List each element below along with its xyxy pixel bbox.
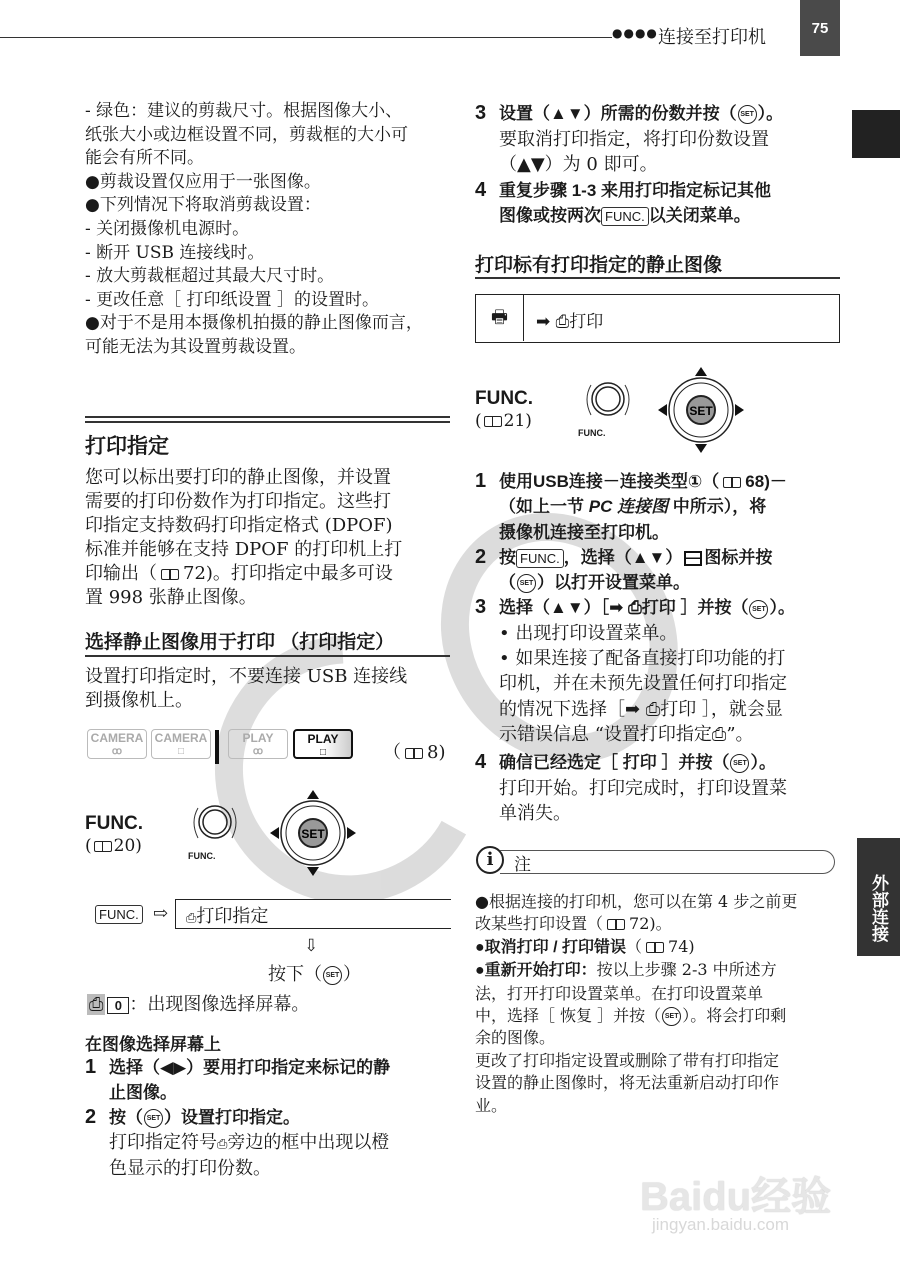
text: 以关闭菜单。 — [648, 206, 751, 225]
text: 打印指定符号 — [109, 1131, 217, 1153]
text: ）以打开设置菜单。 — [537, 573, 690, 593]
step-2: 2 按 FUNC. ，选择（▲▼） 图标并按 — [475, 545, 773, 568]
text-line: 色显示的打印份数。 — [109, 1158, 271, 1179]
info-icon: i — [476, 846, 504, 874]
text-line: - 放大剪裁框超过其最大尺寸时。 — [85, 266, 335, 287]
mode-camera-card — [151, 729, 211, 759]
text-line: ●对于不是用本摄像机拍摄的静止图像而言， — [85, 313, 423, 334]
link-pc-diagram: PC 连接图 — [588, 497, 669, 517]
text: ） — [343, 964, 361, 985]
section-title: 打印标有打印指定的静止图像 — [475, 255, 723, 276]
func-key: FUNC. — [516, 549, 564, 568]
set-button-icon: SET — [323, 966, 342, 985]
mode-label: CAMERA — [90, 731, 144, 745]
chapter-marker — [852, 110, 900, 158]
book-icon — [94, 841, 112, 852]
section-title: 打印指定 — [85, 435, 169, 458]
text-line: 需要的打印份数作为打印指定。这些打 — [85, 491, 391, 512]
text: 改某些打印设置（ — [475, 914, 604, 934]
text-line: 置 998 张静止图像。 — [85, 587, 257, 608]
text-line: （▲▼）为 0 即可。 — [499, 154, 658, 175]
text-line — [85, 1131, 390, 1158]
func-label: FUNC. — [475, 388, 534, 409]
func-page-ref — [475, 411, 532, 431]
text-line: ●下列情况下将取消剪裁设置： — [85, 195, 321, 216]
text-line — [475, 494, 795, 519]
subsection-title: 选择静止图像用于打印 （打印指定） — [85, 632, 395, 653]
set-joystick-icon — [268, 788, 358, 878]
tape-icon: ꝏ — [111, 746, 123, 757]
text: ●重新开始打印： — [475, 962, 597, 980]
svg-text:SET: SET — [689, 404, 713, 418]
mode-label: PLAY — [307, 732, 339, 746]
text-line: 示错误信息 “设置打印指定⎙”。 — [499, 723, 754, 745]
section-intro — [85, 466, 402, 610]
note-line: 法，打开打印设置菜单。在打印设置菜单 — [475, 983, 764, 1003]
book-icon — [607, 919, 625, 930]
note-line: 业。 — [475, 1095, 508, 1115]
print-order-icon: ⎙ — [89, 994, 104, 1015]
bullet: • 如果连接了配备直接打印功能的打 — [499, 648, 786, 670]
text-line: - 断开 USB 连接线时。 — [85, 242, 265, 263]
func-button-label: FUNC. — [578, 428, 606, 438]
menu-path: ➡ ⎙打印 — [536, 312, 604, 332]
text-line: - 绿色：建议的剪裁尺寸。根据图像大小、 — [85, 101, 403, 121]
crop-notes — [85, 100, 423, 360]
set-button-icon: SET — [738, 105, 757, 124]
func-key: FUNC. — [95, 905, 143, 924]
text-line: 单消失。 — [499, 802, 571, 824]
mode-camera-tape — [87, 729, 147, 759]
text-line — [85, 562, 402, 586]
text-line: - 关闭摄像机电源时。 — [85, 218, 250, 239]
mode-page-ref — [383, 738, 445, 764]
set-button-icon: SET — [662, 1007, 681, 1026]
step-4: 4 确信已经选定［ 打印 ］并按（ SET ）。 — [475, 751, 776, 774]
notes — [475, 891, 797, 1117]
page-number: 75 — [800, 0, 840, 56]
text: 中所示），将 — [668, 497, 767, 517]
card-icon: □ — [177, 746, 185, 757]
setup-menu-icon — [684, 551, 702, 566]
text: 8) — [427, 742, 446, 763]
step-4: 4 重复步骤 1-3 来用打印指定标记其他 — [475, 178, 772, 201]
step-1: 1 使用USB连接－连接类型①（ 68)－ — [475, 470, 787, 492]
text: 设置（▲▼）所需的份数并按（ — [499, 104, 737, 123]
text-line: 可能无法为其设置剪裁设置。 — [85, 336, 306, 357]
note-line: 设置的静止图像时，将无法重新启动打印作 — [475, 1073, 780, 1093]
step-2: 2 按（ SET ）设置打印指定。 — [85, 1106, 300, 1128]
text: ）。将会打印剩 — [682, 1006, 787, 1026]
book-icon — [405, 748, 423, 759]
mode-play-tape — [228, 729, 288, 759]
mode-label: CAMERA — [154, 731, 208, 745]
text: 选择（▲▼）［➡ ⎙打印 ］并按（ — [499, 598, 749, 618]
step-3: 3 设置（▲▼）所需的份数并按（ SET ）。 — [475, 102, 784, 124]
note-line — [475, 913, 797, 935]
text: 20) — [113, 836, 142, 856]
side-tab: 外部连接 — [857, 838, 900, 956]
text-line: 纸张大小或边框设置不同，剪裁框的大小可 — [85, 124, 408, 145]
text: （ — [383, 742, 401, 763]
text: ）。 — [750, 753, 776, 773]
subheading: 在图像选择屏幕上 — [85, 1035, 221, 1054]
text: 使用USB连接－连接类型①（ — [499, 472, 720, 491]
text-line: 摄像机连接至打印机。 — [499, 522, 669, 542]
note-header-box — [500, 850, 835, 874]
steps-left — [85, 1055, 390, 1182]
set-button-icon: SET — [730, 754, 749, 773]
usb-warning — [85, 665, 407, 713]
text: 图标并按 — [704, 547, 773, 567]
text: 选择（◀▶）要用打印指定来标记的静 — [109, 1058, 391, 1077]
text: ●取消打印 / 打印错误 — [475, 938, 627, 956]
text: ( — [85, 836, 92, 856]
text: 72)。 — [629, 914, 672, 934]
text-line: 能会有所不同。 — [85, 148, 204, 169]
text-line: ●剪裁设置仅应用于一张图像。 — [85, 171, 321, 192]
func-page-ref — [85, 836, 142, 856]
text: 68)－ — [745, 472, 787, 491]
arrow-down-icon: ⇩ — [304, 936, 319, 956]
mode-label: PLAY — [242, 731, 274, 745]
book-icon — [161, 569, 179, 580]
header-dots: ●●●● — [612, 26, 658, 40]
text: 72)。打印指定中最多可设 — [183, 563, 393, 584]
text: 21) — [503, 411, 532, 431]
step-3: 3 选择（▲▼）［➡ ⎙打印 ］并按（ SET ）。 — [475, 596, 795, 619]
baidu-watermark: Baidu经验 — [640, 1175, 832, 1219]
text: ( — [475, 411, 482, 431]
header-rule — [0, 37, 612, 38]
print-icon: ⎙ — [217, 1136, 228, 1152]
text-line: 您可以标出要打印的静止图像，并设置 — [85, 467, 391, 488]
text-line — [475, 570, 795, 595]
book-icon — [646, 942, 664, 953]
note-line: ●根据连接的打印机，您可以在第 4 步之前更 — [475, 892, 798, 911]
text-line: 到摄像机上。 — [85, 690, 193, 711]
text: ）。 — [757, 104, 784, 123]
printer-icon: 🖶 — [476, 295, 524, 341]
text-line: - 更改任意［ 打印纸设置 ］的设置时。 — [85, 289, 379, 310]
text-line: 印指定支持数码打印指定格式 (DPOF) — [85, 515, 393, 536]
tape-icon: ꝏ — [252, 746, 264, 757]
header-title: 连接至打印机 — [658, 27, 766, 47]
mode-divider — [215, 730, 219, 764]
text-line: 打印开始。打印完成时，打印设置菜 — [499, 777, 787, 799]
text: 重复步骤 1-3 来用打印指定标记其他 — [499, 180, 772, 200]
set-button-icon: SET — [144, 1109, 163, 1128]
func-label: FUNC. — [85, 813, 144, 834]
text: 确信已经选定［ 打印 ］并按（ — [499, 753, 730, 773]
book-icon — [484, 416, 502, 427]
baidu-watermark-url: jingyan.baidu.com — [652, 1215, 790, 1234]
text-line: 的情况下选择［➡ ⎙打印 ］，就会显 — [499, 698, 783, 720]
text: 按（ — [109, 1108, 143, 1127]
text: 按下（ — [268, 964, 322, 985]
text: ）设置打印指定。 — [164, 1108, 300, 1127]
arrow-right-icon: ⇨ — [153, 903, 169, 924]
set-button-icon: SET — [517, 574, 536, 593]
note-line: 余的图像。 — [475, 1028, 556, 1048]
text-line: 设置打印指定时，不要连接 USB 连接线 — [85, 666, 408, 687]
print-counter-line — [87, 990, 309, 1016]
note-line — [475, 1005, 797, 1027]
subsection-rule — [85, 655, 450, 657]
text: 按 — [499, 547, 516, 567]
text: ）。 — [769, 598, 795, 618]
print-icon: ⎙ — [186, 911, 197, 926]
menu-path-box — [475, 294, 840, 343]
text-line: 要取消打印指定，将打印份数设置 — [499, 128, 769, 150]
text: 按以上步骤 2-3 中所述方 — [596, 960, 777, 980]
steps-right — [475, 469, 795, 826]
note-title: 注 — [514, 855, 531, 875]
menu-item-print-order — [175, 899, 451, 929]
counter-box: 0 — [107, 997, 129, 1014]
section-rule — [85, 421, 450, 423]
text-line: 标准并能够在支持 DPOF 的打印机上打 — [85, 539, 403, 560]
step-1: 1 选择（◀▶）要用打印指定来标记的静 — [85, 1056, 391, 1078]
text-line: 止图像。 — [109, 1082, 177, 1102]
text: （如上一节 — [499, 497, 589, 517]
book-icon — [723, 477, 741, 488]
press-set-text — [268, 960, 361, 986]
card-icon: □ — [319, 747, 327, 758]
section-rule — [475, 277, 840, 279]
text: 图像或按两次 — [499, 206, 601, 225]
text: ，选择（▲▼） — [563, 547, 683, 567]
steps-right-top — [475, 101, 783, 229]
text: （ — [626, 936, 643, 956]
text: （ — [499, 573, 516, 593]
text: 旁边的框中出现以橙 — [227, 1131, 390, 1153]
mode-play-card-active — [293, 729, 353, 759]
text: 中，选择［ 恢复 ］并按（ — [475, 1006, 662, 1026]
text: 74) — [668, 936, 695, 956]
menu-label: 打印指定 — [196, 906, 269, 927]
text: ：出现图像选择屏幕。 — [129, 994, 310, 1015]
text-line: 印机，并在未预先设置任何打印指定 — [499, 673, 787, 695]
set-button-icon: SET — [749, 600, 768, 619]
note-line: 更改了打印指定设置或删除了带有打印指定 — [475, 1050, 780, 1070]
note-line — [475, 936, 797, 959]
svg-text:SET: SET — [301, 827, 325, 841]
bullet: • 出现打印设置菜单。 — [499, 622, 678, 644]
text: 印输出（ — [85, 563, 157, 584]
set-joystick-icon — [656, 365, 746, 455]
func-button-label: FUNC. — [188, 851, 216, 861]
note-line — [475, 959, 797, 982]
text-line — [475, 203, 783, 229]
func-key: FUNC. — [601, 207, 649, 226]
section-rule — [85, 416, 450, 418]
